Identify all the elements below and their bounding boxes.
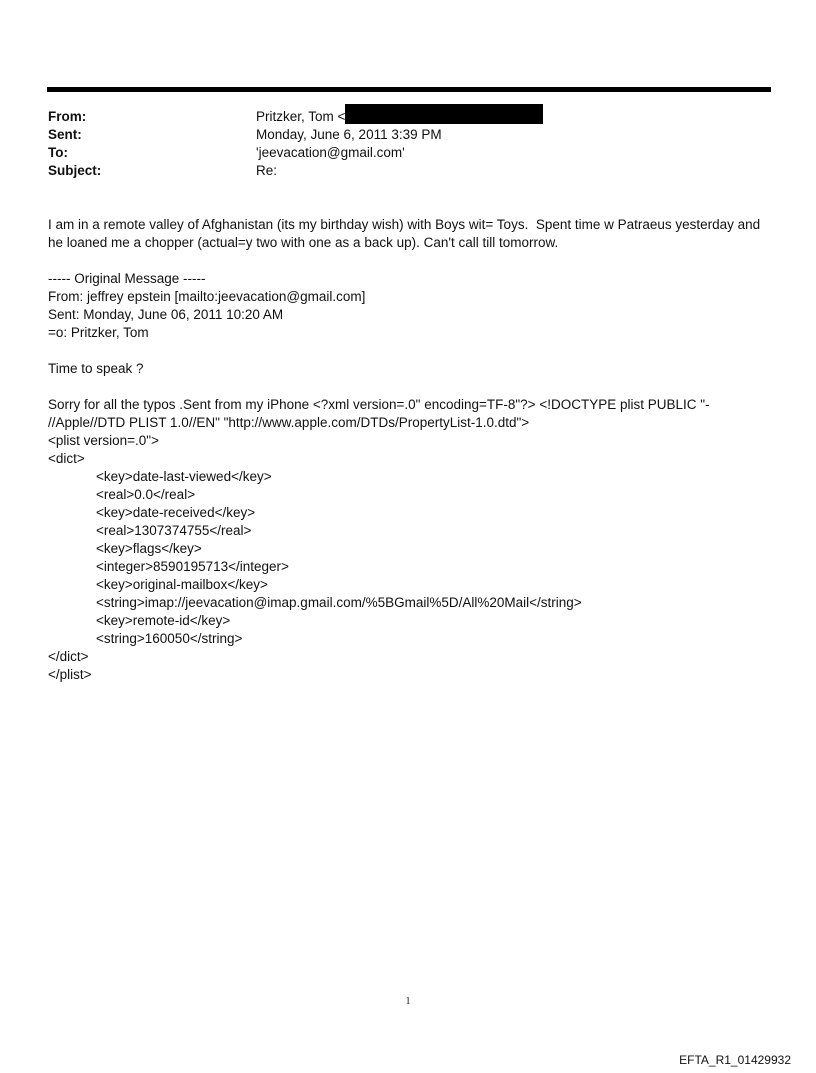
from-label: From:	[48, 109, 87, 124]
subject-label: Subject:	[48, 163, 102, 178]
dict-close: </dict>	[48, 649, 89, 664]
redaction-box	[345, 104, 543, 124]
plist-close: </plist>	[48, 667, 92, 682]
to-label: To:	[48, 145, 68, 160]
subject-row	[48, 162, 748, 180]
original-to: =o: Pritzker, Tom	[48, 325, 149, 340]
to-value: 'jeevacation@gmail.com'	[256, 145, 405, 160]
sent-value: Monday, June 6, 2011 3:39 PM	[256, 127, 442, 142]
signature-line-2: //Apple//DTD PLIST 1.0//EN" "http://www.apple.com/DTDs/PropertyList-1.0.dtd">	[48, 415, 530, 430]
dict-line: <real>1307374755</real>	[96, 523, 252, 538]
from-row	[48, 108, 748, 126]
bates-number: EFTA_R1_01429932	[679, 1053, 791, 1067]
reply-line-2: he loaned me a chopper (actual=y two with one as a back up). Can't call till tomorrow.	[48, 235, 559, 250]
to-row	[48, 144, 748, 162]
dict-line: <key>date-received</key>	[96, 505, 256, 520]
subject-value: Re:	[256, 163, 278, 178]
dict-line: <string>imap://jeevacation@imap.gmail.com/%5BGmail%5D/All%20Mail</string>	[96, 595, 582, 610]
from-name: Pritzker, Tom <	[256, 109, 346, 124]
email-body	[48, 216, 778, 684]
dict-line: <key>remote-id</key>	[96, 613, 231, 628]
plist-open: <plist version=.0">	[48, 433, 159, 448]
reply-line-1: I am in a remote valley of Afghanistan (its my birthday wish) with Boys wit= Toys. Spent time w Patraeus yesterday and	[48, 217, 761, 232]
dict-line: <string>160050</string>	[96, 631, 243, 646]
original-from: From: jeffrey epstein [mailto:jeevacation@gmail.com]	[48, 289, 366, 304]
dict-line: <key>original-mailbox</key>	[96, 577, 268, 592]
from-value	[256, 108, 543, 126]
original-sent: Sent: Monday, June 06, 2011 10:20 AM	[48, 307, 284, 322]
sent-row	[48, 126, 748, 144]
email-header	[48, 108, 748, 180]
dict-open: <dict>	[48, 451, 85, 466]
dict-line: <real>0.0</real>	[96, 487, 196, 502]
header-rule	[47, 87, 771, 92]
sent-label: Sent:	[48, 127, 82, 142]
signature-line-1: Sorry for all the typos .Sent from my iPhone <?xml version=.0" encoding=TF-8"?> <!DOCTYPE plist PUBLIC "-	[48, 397, 710, 412]
dict-line: <integer>8590195713</integer>	[96, 559, 289, 574]
page-number: 1	[405, 996, 411, 1007]
original-message-header: ----- Original Message -----	[48, 271, 206, 286]
dict-line: <key>date-last-viewed</key>	[96, 469, 272, 484]
dict-line: <key>flags</key>	[96, 541, 202, 556]
original-text: Time to speak ?	[48, 361, 144, 376]
